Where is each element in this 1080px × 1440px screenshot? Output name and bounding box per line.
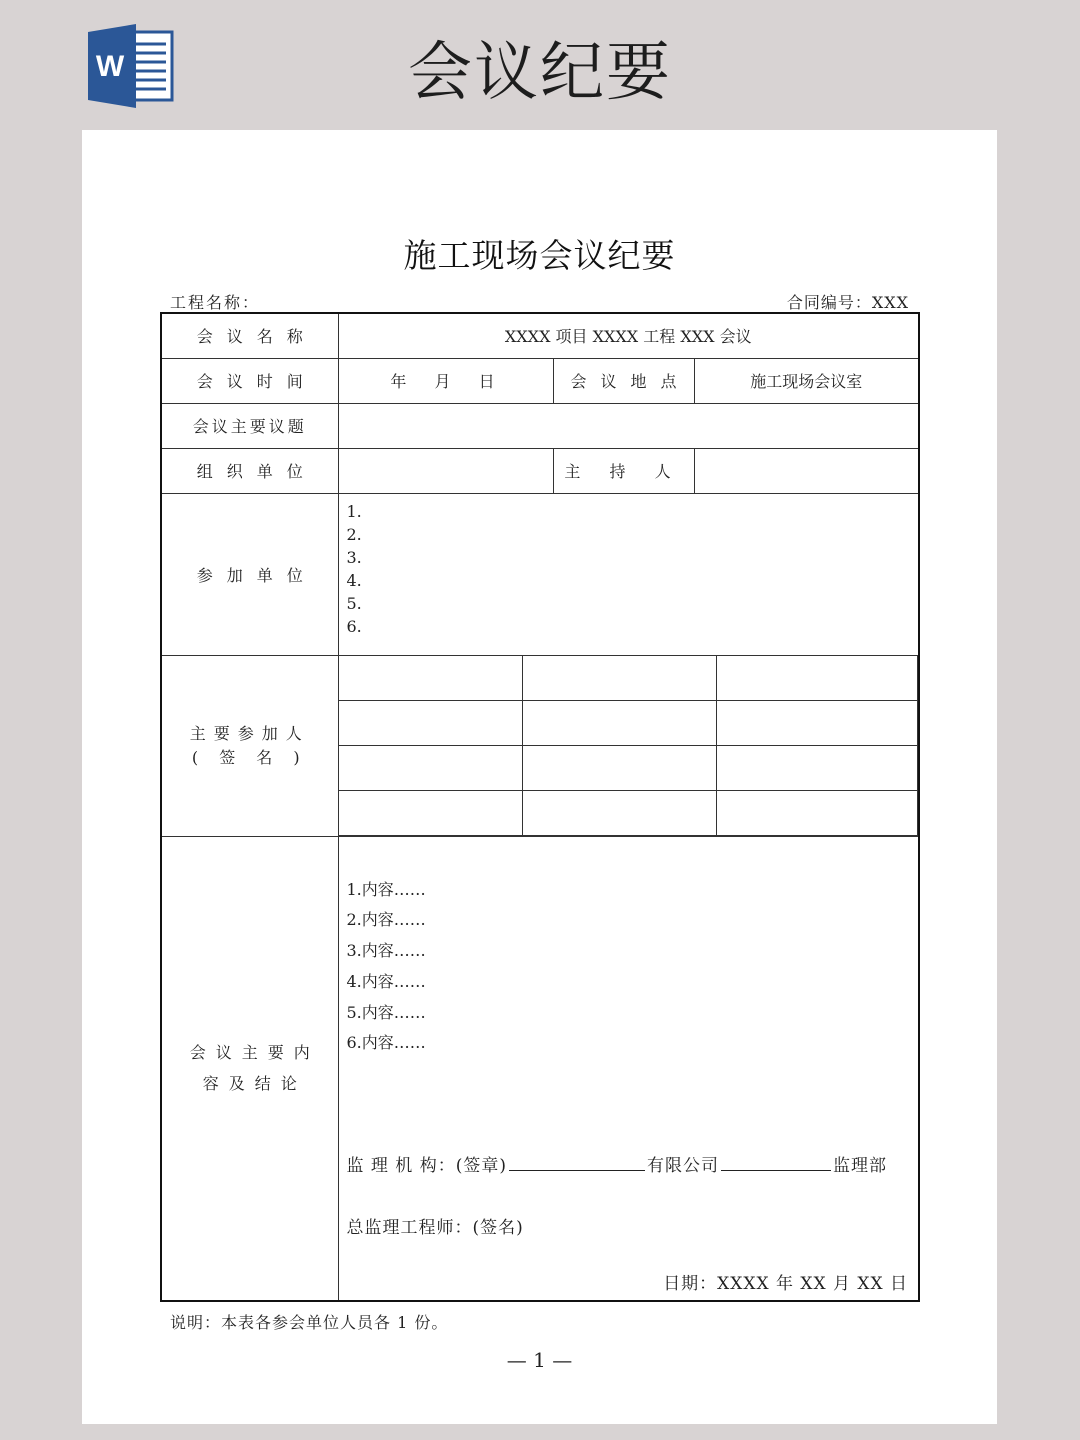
content-list (347, 875, 426, 1060)
signature-cell[interactable] (717, 656, 918, 701)
signature-cell[interactable] (523, 656, 717, 701)
list-item: 3.内容…… (346, 941, 426, 961)
participants-label: 参加单位 (161, 493, 338, 655)
signature-cell[interactable] (523, 700, 717, 745)
chief-engineer-line: 总监理工程师：(签名) (346, 1217, 524, 1238)
document-title: 施工现场会议纪要 (403, 236, 676, 275)
row-content (161, 836, 919, 1301)
signature-cell[interactable] (339, 656, 523, 701)
signature-cell[interactable] (339, 745, 523, 790)
list-item: 2.内容…… (346, 910, 426, 930)
row-participants (161, 493, 919, 655)
content-label-line1: 会议主要内 (189, 1043, 320, 1063)
page-number: — 1 — (506, 1348, 573, 1372)
banner-title: 会议纪要 (408, 36, 672, 110)
row-attendees (161, 655, 919, 836)
row-main-topic (161, 403, 919, 448)
meeting-place-label: 会议地点 (553, 358, 694, 403)
contract-number: 合同编号：XXX (786, 293, 909, 312)
row-meeting-time (161, 358, 919, 403)
signature-cell[interactable] (523, 745, 717, 790)
main-topic-label: 会议主要议题 (161, 403, 338, 448)
meeting-name-label: 会议名称 (161, 313, 338, 358)
signature-cell[interactable] (717, 790, 918, 835)
meeting-place-value[interactable]: 施工现场会议室 (694, 358, 919, 403)
list-item: 4.内容…… (346, 971, 426, 991)
list-item: 5. (346, 593, 362, 613)
meeting-time-value[interactable]: 年 月 日 (338, 358, 553, 403)
list-item: 6. (346, 616, 362, 636)
svg-text:W: W (95, 50, 125, 83)
row-meeting-name (161, 313, 919, 358)
signature-cell[interactable] (339, 790, 523, 835)
footnote: 说明：本表各参会单位人员各 1 份。 (170, 1313, 449, 1332)
supervisor-dept-blank[interactable] (721, 1156, 831, 1171)
content-cell[interactable] (338, 836, 919, 1301)
meeting-name-value[interactable]: XXXX 项目 XXXX 工程 XXX 会议 (338, 313, 919, 358)
document-page (82, 130, 997, 1424)
attendees-label-line2: ( 签 名 ) (191, 747, 308, 767)
signature-cell[interactable] (717, 700, 918, 745)
organizer-value[interactable] (338, 448, 553, 493)
row-organizer (161, 448, 919, 493)
meeting-time-label: 会议时间 (161, 358, 338, 403)
main-topic-value[interactable] (338, 403, 919, 448)
list-item: 1. (346, 501, 362, 521)
list-item: 5.内容…… (346, 1002, 426, 1022)
content-label (161, 836, 338, 1301)
supervisor-company-blank[interactable] (509, 1156, 645, 1171)
host-value[interactable] (694, 448, 919, 493)
organizer-label: 组织单位 (161, 448, 338, 493)
project-name-label: 工程名称： (170, 293, 261, 312)
list-item: 4. (346, 570, 362, 590)
signature-cell[interactable] (339, 700, 523, 745)
list-item: 6.内容…… (346, 1033, 426, 1053)
supervisor-suffix: 监理部 (832, 1155, 887, 1176)
participants-list[interactable] (338, 493, 919, 655)
list-item: 2. (346, 524, 362, 544)
supervisor-mid: 有限公司 (646, 1155, 719, 1176)
signature-cell[interactable] (523, 790, 717, 835)
signature-grid (339, 656, 919, 836)
list-item: 1.内容…… (346, 879, 426, 899)
list-item: 3. (346, 547, 362, 567)
signature-grid-cell (338, 655, 919, 836)
supervisor-line (347, 1151, 887, 1176)
signature-cell[interactable] (717, 745, 918, 790)
supervisor-prefix: 监 理 机 构：(签章) (346, 1155, 507, 1176)
attendees-label-line1: 主要参加人 (189, 723, 310, 743)
content-label-line2: 容及结论 (202, 1074, 307, 1094)
host-label: 主 持 人 (553, 448, 694, 493)
meeting-form-table (160, 312, 920, 1302)
date-line: 日期：XXXX 年 XX 月 XX 日 (663, 1274, 909, 1294)
attendees-label (161, 655, 338, 836)
